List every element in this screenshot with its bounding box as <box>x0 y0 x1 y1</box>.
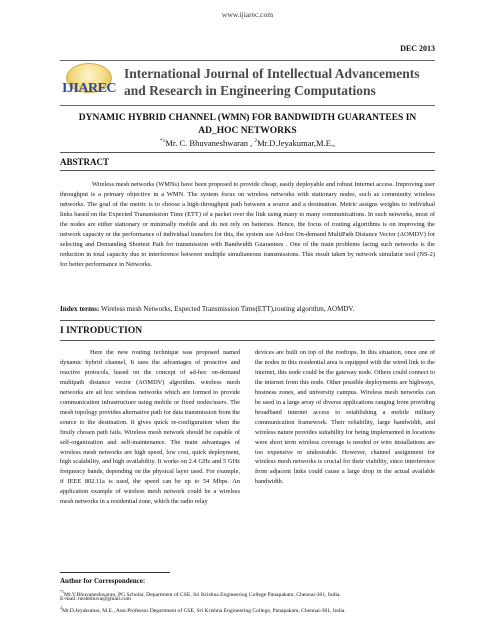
journal-url: www.ijiarec.com <box>221 10 274 19</box>
abstract-text: Wireless mesh networks (WMNs) have been proposed to provide cheap, easily deployable and robust Internet access. Improving user throughput is a primary objective in a WMN. The system focus on wireless networks with stationary nodes, such as community wireless networks. The goal of the metric is to choose a high-throughput path between a source and a destination. Metric assigns weights to individual links based on the Expected Transmission Time (ETT) of a packet over the link using many to many communications. In such networks, most of the nodes are either stationary or minimally mobile and do not rely on batteries. Hence, the focus of routing algorithms is on improving the network capacity or the performance of individual transfers for this, the system use Ad-hoc On-demand MultiPath Distance Vector (AOMDV) for selecting and Demanding Shortest Path for transmission with Bandwidth Guarantees . One of the main problems facing such networks is the reduction in total capacity due to interference between multiple simultaneous transmissions. This result taken by network simulator tool (NS-2) for better performance in Networks. <box>60 181 435 268</box>
divider <box>60 170 435 171</box>
footnote1-text: Mr.V.Bhuvaneshwaran, PG Scholar, Department of CSE, Sri Krishna Engineering College Panapakam, Chennai-301, India. <box>64 591 341 598</box>
index-terms-label: Index terms: <box>60 305 100 313</box>
paper-authors <box>40 138 455 148</box>
correspondence-heading: Author for Correspondence: <box>60 577 146 585</box>
logo-text: IJIAREC <box>61 81 117 96</box>
author1-name: Mr. C. Bhuvaneshwaran , <box>165 138 253 148</box>
abstract-heading: ABSTRACT <box>60 157 110 167</box>
footnote2-mark: 2 <box>60 605 62 610</box>
masthead-top-rule <box>60 60 435 61</box>
divider <box>60 152 435 153</box>
intro-column-left: Here the new routing technique was proposed named dynamic hybrid channel, It uses the advantages of proactive and reactive protocols, based on the concept of ad-hoc on-demand multipath distance vector (AOMDV) algorithm. wireless mesh networks are ad hoc wireless networks which are formed to provide communication infrastructure using mobile or fixed nodes/users. The mesh topology provides alternative path for data transmission from the source to the destination. It gives quick re-configuration when the firstly chosen path fails. Wireless mesh network should be capable of self-organization and self-maintenance. The main advantages of wireless mesh networks are high speed, low cost, quick deployment, high scalability, and high availability. It works on 2.4 GHz and 5 GHz frequency bands, depending on the physical layer used. For example, if IEEE 802.11a is used, the speed can be up to 54 Mbps. An application example of wireless mesh network could be a wireless mesh networks in a residential zone, which the radio relay <box>60 349 240 506</box>
footnote-author2 <box>60 604 450 615</box>
author2-name: Mr.D.Jeyakumar,M.E., <box>257 138 336 148</box>
section-heading-introduction: I INTRODUCTION <box>60 326 143 336</box>
issue-date: DEC 2013 <box>400 44 435 53</box>
author1-mark: *1 <box>159 138 166 145</box>
divider <box>60 320 435 321</box>
author2-mark: 2 <box>254 138 258 145</box>
index-terms <box>60 305 435 313</box>
paper-title-line2: AD_HOC NETWORKS <box>198 125 297 136</box>
footnote1-mark: *1 <box>60 589 64 594</box>
footnote-rule <box>60 572 170 573</box>
footnote2-text: Mr.D.Jeyakumar, M.E., Asst.Professor Department of CSE, Sri Krishna Engineering College, Panapakam, Chennai-301, India. <box>62 607 346 614</box>
masthead-bottom-rule <box>60 105 435 106</box>
paper-title <box>40 112 455 137</box>
paper-title-line1: DYNAMIC HYBRID CHANNEL (WMN) FOR BANDWIDTH GUARANTEES IN <box>78 113 417 123</box>
journal-name-line2: and Research in Engineering Computations <box>124 83 376 98</box>
journal-logo-icon <box>60 63 118 103</box>
journal-name-line1: International Journal of Intellectual Advancements <box>124 66 420 81</box>
footnote-email: E-mail: neshbhuva@gmail.com <box>60 596 132 602</box>
journal-masthead <box>60 60 435 106</box>
divider <box>60 340 435 341</box>
index-terms-text: Wireless mesh Networks, Expected Transmission Time(ETT),routing algorithm, AOMDV. <box>99 305 355 313</box>
intro-column-right: devices are built on top of the rooftops. In this situation, once one of the nodes in this residential area is equipped with the wired link to the internet, this node could be the gateway node. Others could connect to the internet from this node. Other possible deployments are highways, business zones, and university campus. Wireless mesh networks can be used in a large array of diverse applications ranging from providing broadband internet access to establishing a mobile military communication framework. Their reliability, large bandwidth, and wireless nature provides suitability for being implemented in locations were short term wireless coverage is needed or wire installations are too expensive or undesirable. However, channel assignment for wireless mesh networks is crucial for their viability, since interference from adjacent links could cause a large drop in the actual available bandwidth. <box>255 349 435 486</box>
journal-name <box>124 65 434 99</box>
